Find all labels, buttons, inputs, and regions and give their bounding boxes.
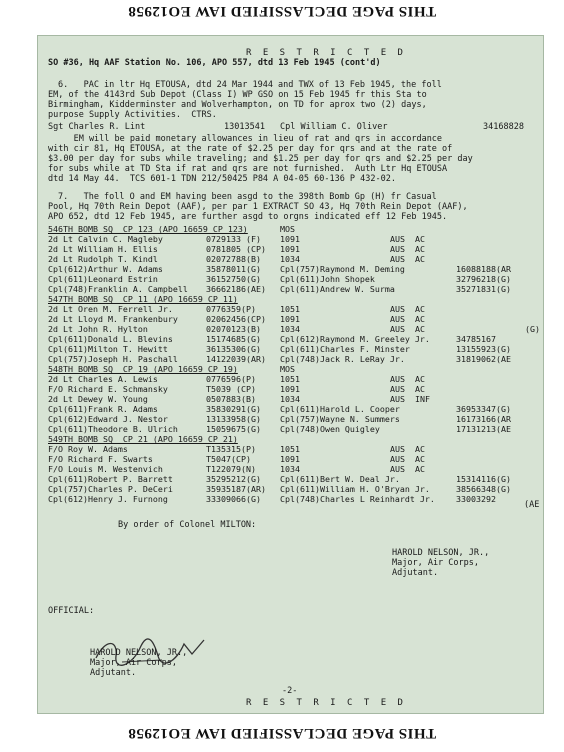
order-header: SO #36, Hq AAF Station No. 106, APO 557, dtd 13 Feb 1945 (cont'd) xyxy=(48,58,381,68)
roster-cell-c2: 02072788(B) xyxy=(206,254,261,264)
roster-cell-c3: MOS xyxy=(280,224,295,234)
roster-cell-c2: 36135306(G) xyxy=(206,344,261,354)
roster-cell-c1: 2d Lt Dewey W. Young xyxy=(48,394,148,404)
roster-cell-c3: Cpl(611)William H. O'Bryan Jr. xyxy=(280,484,430,494)
document-page xyxy=(37,35,544,714)
roster-cell-c1: Cpl(612)Edward J. Nestor xyxy=(48,414,168,424)
roster-cell-c3: MOS xyxy=(280,364,295,374)
roster-cell-c2: 35935187(AR) xyxy=(206,484,266,494)
roster-cell-c1: F/O Richard F. Swarts xyxy=(48,454,153,464)
roster-cell-c5: 13155923(G) xyxy=(456,344,511,354)
roster-cell-c2: 36152750(G) xyxy=(206,274,261,284)
roster-cell-c2: 36662186(AE) xyxy=(206,284,266,294)
roster-cell-c2: 13133958(G) xyxy=(206,414,261,424)
roster-cell-c2: 0507883(B) xyxy=(206,394,256,404)
roster-cell-c1: 2d Lt Rudolph T. Kindl xyxy=(48,254,158,264)
roster-cell-c1: 2d Lt John R. Hylton xyxy=(48,324,148,334)
roster-cell-c1: Cpl(611)Leonard Estrin xyxy=(48,274,158,284)
roster-cell-c5: 38566348(G) xyxy=(456,484,511,494)
roster-cell-c2: 02062456(CP) xyxy=(206,314,266,324)
restricted-header: R E S T R I C T E D xyxy=(246,48,406,58)
roster-cell-c5: 16088188(AR xyxy=(456,264,511,274)
roster-row xyxy=(38,244,538,254)
roster-row xyxy=(38,484,538,494)
roster-cell-c3: 1034 xyxy=(280,394,300,404)
roster-cell-c2: 0729133 (F) xyxy=(206,234,261,244)
roster-row xyxy=(38,404,538,414)
roster-cell-c3: 1034 xyxy=(280,324,300,334)
roster-row xyxy=(38,424,538,434)
roster-cell-c3: 1034 xyxy=(280,254,300,264)
official-label: OFFICIAL: xyxy=(48,606,95,616)
roster-row xyxy=(38,294,538,304)
roster-cell-c2: T5039 (CP) xyxy=(206,384,256,394)
roster-cell-c2: 15059675(G) xyxy=(206,424,261,434)
roster-cell-c5: 17131213(AE xyxy=(456,424,511,434)
roster-cell-c1: Cpl(611)Frank R. Adams xyxy=(48,404,158,414)
order-line: By order of Colonel MILTON: xyxy=(118,520,257,530)
roster-cell-c3: Cpl(611)Charles F. Minster xyxy=(280,344,410,354)
signature-block-right-name: HAROLD NELSON, JR., xyxy=(392,548,490,558)
roster-cell-c3: Cpl(611)John Shopek xyxy=(280,274,375,284)
roster-cell-c2: T5047(CP) xyxy=(206,454,251,464)
para6-serial-left: 13013541 xyxy=(224,122,265,132)
para6-rest-line: with cir 81, Hq ETOUSA, at the rate of $2.25 per day for qrs and at the rate of xyxy=(48,144,453,154)
roster-cell-c5: 15314116(G) xyxy=(456,474,511,484)
declassified-banner-top: THIS PAGE DECLASSIFIED IAW EO12958 xyxy=(127,3,437,19)
signature-block-right-title: Adjutant. xyxy=(392,568,439,578)
roster-row xyxy=(38,324,538,334)
roster-cell-c3: Cpl(757)Wayne N. Summers xyxy=(280,414,400,424)
roster-cell-c3: 1051 xyxy=(280,444,300,454)
roster-cell-c3: Cpl(748)Owen Quigley xyxy=(280,424,380,434)
roster-cell-c2: T122079(N) xyxy=(206,464,256,474)
roster-cell-c4: AUS AC xyxy=(390,304,425,314)
roster-cell-c1: Cpl(612)Arthur W. Adams xyxy=(48,264,163,274)
roster-cell-c2: 35878011(G) xyxy=(206,264,261,274)
roster-row xyxy=(38,314,538,324)
roster-cell-c3: 1091 xyxy=(280,384,300,394)
roster-cell-c1: F/O Louis M. Westenvich xyxy=(48,464,163,474)
roster-cell-c1: Cpl(748)Franklin A. Campbell xyxy=(48,284,188,294)
roster-cell-c3: Cpl(611)Bert W. Deal Jr. xyxy=(280,474,400,484)
roster-cell-c5: 16173166(AR xyxy=(456,414,511,424)
roster-row xyxy=(38,444,538,454)
para7-line: 7. The foll O and EM having been asgd to the 398th Bomb Gp (H) fr Casual xyxy=(58,192,437,202)
roster-cell-c1: Cpl(757)Charles P. DeCeri xyxy=(48,484,173,494)
roster-cell-c5: 36953347(G) xyxy=(456,404,511,414)
roster-cell-c4: AUS AC xyxy=(390,374,425,384)
roster-cell-c1: 2d Lt William H. Ellis xyxy=(48,244,158,254)
roster-cell-c3: Cpl(611)Andrew W. Surma xyxy=(280,284,395,294)
para6-line: EM, of the 4143rd Sub Depot (Class I) WP GSO on 15 Feb 1945 fr this Sta to xyxy=(48,90,427,100)
roster-cell-c4: AUS AC xyxy=(390,254,425,264)
para6-name-left: Sgt Charles R. Lint xyxy=(48,122,146,132)
roster-cell-c2: 0776596(P) xyxy=(206,374,256,384)
para6-line: Birmingham, Kidderminster and Wolverhampton, on TD for aprox two (2) days, xyxy=(48,100,427,110)
roster-cell-c3: 1034 xyxy=(280,464,300,474)
roster-row xyxy=(38,274,538,284)
roster-row xyxy=(38,364,538,374)
roster-row xyxy=(38,494,538,504)
roster-cell-c2: 33309066(G) xyxy=(206,494,261,504)
roster-cell-c4: AUS AC xyxy=(390,444,425,454)
roster-cell-c2: 35830291(G) xyxy=(206,404,261,414)
roster-cell-c1: 2d Lt Lloyd M. Frankenbury xyxy=(48,314,178,324)
signature-block-left-rank: Major, Air Corps, xyxy=(90,658,177,668)
page-number: -2- xyxy=(282,686,298,696)
roster-cell-c2: T135315(P) xyxy=(206,444,256,454)
roster-cell-c3: 1091 xyxy=(280,244,300,254)
roster-row xyxy=(38,234,538,244)
roster-cell-c4: AUS AC xyxy=(390,324,425,334)
para7-line: APO 652, dtd 12 Feb 1945, are further asgd to orgns indicated eff 12 Feb 1945. xyxy=(48,212,448,222)
roster-cell-c4: AUS AC xyxy=(390,384,425,394)
roster-cell-c3: 1051 xyxy=(280,374,300,384)
para6-serial-right: 34168828 xyxy=(483,122,524,132)
para6-rest-line: $3.00 per day for subs while traveling; and $1.25 per day for qrs and $2.25 per day xyxy=(48,154,473,164)
restricted-footer: R E S T R I C T E D xyxy=(246,698,406,708)
roster-cell-c1: Cpl(611)Milton T. Hewitt xyxy=(48,344,168,354)
roster-cell-c3: Cpl(757)Raymond M. Deming xyxy=(280,264,405,274)
roster-cell-c3: 1091 xyxy=(280,314,300,324)
para6-rest-line: EM will be paid monetary allowances in lieu of rat and qrs in accordance xyxy=(48,134,443,144)
roster-row xyxy=(38,224,538,234)
roster-cell-c5: 35271831(G) xyxy=(456,284,511,294)
signature-block-right-rank: Major, Air Corps, xyxy=(392,558,479,568)
roster-cell-c4: AUS AC xyxy=(390,454,425,464)
roster-cell-c1: 548TH BOMB SQ CP 19 (APO 16659 CP 19) xyxy=(48,364,238,374)
roster-cell-c1: Cpl(757)Joseph H. Paschall xyxy=(48,354,178,364)
roster-cell-c1: Cpl(611)Theodore B. Ulrich xyxy=(48,424,178,434)
roster-cell-c5: 34785167 xyxy=(456,334,496,344)
roster-cell-c1: 546TH BOMB SQ CP 123 (APO 16659 CP 123) xyxy=(48,224,248,234)
roster-row xyxy=(38,464,538,474)
roster-cell-c3: 1091 xyxy=(280,234,300,244)
roster-cell-c2: 14122039(AR) xyxy=(206,354,266,364)
roster-row xyxy=(38,334,538,344)
roster-cell-c1: 2d Lt Oren M. Ferrell Jr. xyxy=(48,304,173,314)
roster-cell-c3: Cpl(611)Harold L. Cooper xyxy=(280,404,400,414)
roster-row xyxy=(38,434,538,444)
roster-cell-c1: F/O Roy W. Adams xyxy=(48,444,128,454)
roster-cell-c2: 15174685(G) xyxy=(206,334,261,344)
roster-row xyxy=(38,344,538,354)
roster-cell-c1: 549TH BOMB SQ CP 21 (APO 16659 CP 21) xyxy=(48,434,238,444)
roster-row xyxy=(38,454,538,464)
roster-cell-c2: 02070123(B) xyxy=(206,324,261,334)
roster-cell-c4: AUS AC xyxy=(390,314,425,324)
para7-line: Pool, Hq 70th Rein Depot (AAF), per par 1 EXTRACT SO 43, Hq 70th Rein Depot (AAF), xyxy=(48,202,468,212)
roster-cell-c1: Cpl(611)Donald L. Blevins xyxy=(48,334,173,344)
roster-cell-c2: 0776359(P) xyxy=(206,304,256,314)
roster-row xyxy=(38,354,538,364)
para6-rest-line: for subs while at TD Sta if rat and qrs are not furnished. Auth Ltr Hq ETOUSA xyxy=(48,164,448,174)
roster-row xyxy=(38,374,538,384)
roster-cell-c3: Cpl(748)Jack R. LeRay Jr. xyxy=(280,354,405,364)
roster-cell-c6: (G) xyxy=(525,324,540,334)
roster-row xyxy=(38,284,538,294)
roster-cell-c5: 33003292 xyxy=(456,494,496,504)
roster-row xyxy=(38,304,538,314)
roster-cell-c1: 2d Lt Charles A. Lewis xyxy=(48,374,158,384)
signature-block-left-name: HAROLD NELSON, JR., xyxy=(90,648,188,658)
para6-name-right: Cpl William C. Oliver xyxy=(280,122,388,132)
roster-cell-c2: 35295212(G) xyxy=(206,474,261,484)
declassified-banner-bottom: THIS PAGE DECLASSIFIED IAW EO12958 xyxy=(127,725,437,741)
roster-cell-c4: AUS AC xyxy=(390,464,425,474)
roster-cell-c1: Cpl(611)Robert P. Barrett xyxy=(48,474,173,484)
roster-cell-c3: Cpl(748)Charles L Reinhardt Jr. xyxy=(280,494,435,504)
roster-cell-c2: 0781805 (CP) xyxy=(206,244,266,254)
roster-cell-c4: AUS AC xyxy=(390,244,425,254)
roster-cell-c3: Cpl(612)Raymond M. Greeley Jr. xyxy=(280,334,430,344)
para6-rest-line: dtd 14 May 44. TCS 601-1 TDN 212/50425 P84 A 04-05 60-136 P 432-02. xyxy=(48,174,396,184)
roster-cell-c5: 32796218(G) xyxy=(456,274,511,284)
roster-cell-c1: Cpl(612)Henry J. Furnong xyxy=(48,494,168,504)
para6-line: 6. PAC in ltr Hq ETOUSA, dtd 24 Mar 1944 and TWX of 13 Feb 1945, the foll xyxy=(58,80,442,90)
row-trailer: (AE xyxy=(524,500,540,510)
roster-cell-c5: 31819062(AE xyxy=(456,354,511,364)
roster-cell-c3: 1051 xyxy=(280,304,300,314)
roster-row xyxy=(38,414,538,424)
signature-block-left-title: Adjutant. xyxy=(90,668,137,678)
roster-row xyxy=(38,384,538,394)
para6-line: purpose Supply Activities. CTRS. xyxy=(48,110,217,120)
roster-cell-c1: 547TH BOMB SQ CP 11 (APO 16659 CP 11) xyxy=(48,294,238,304)
roster-cell-c4: AUS AC xyxy=(390,234,425,244)
roster-row xyxy=(38,394,538,404)
roster-cell-c1: F/O Richard E. Schmansky xyxy=(48,384,168,394)
roster-row xyxy=(38,264,538,274)
roster-cell-c3: 1091 xyxy=(280,454,300,464)
roster-row xyxy=(38,254,538,264)
roster-row xyxy=(38,474,538,484)
roster-cell-c1: 2d Lt Calvin C. Magleby xyxy=(48,234,163,244)
roster-cell-c4: AUS INF xyxy=(390,394,430,404)
